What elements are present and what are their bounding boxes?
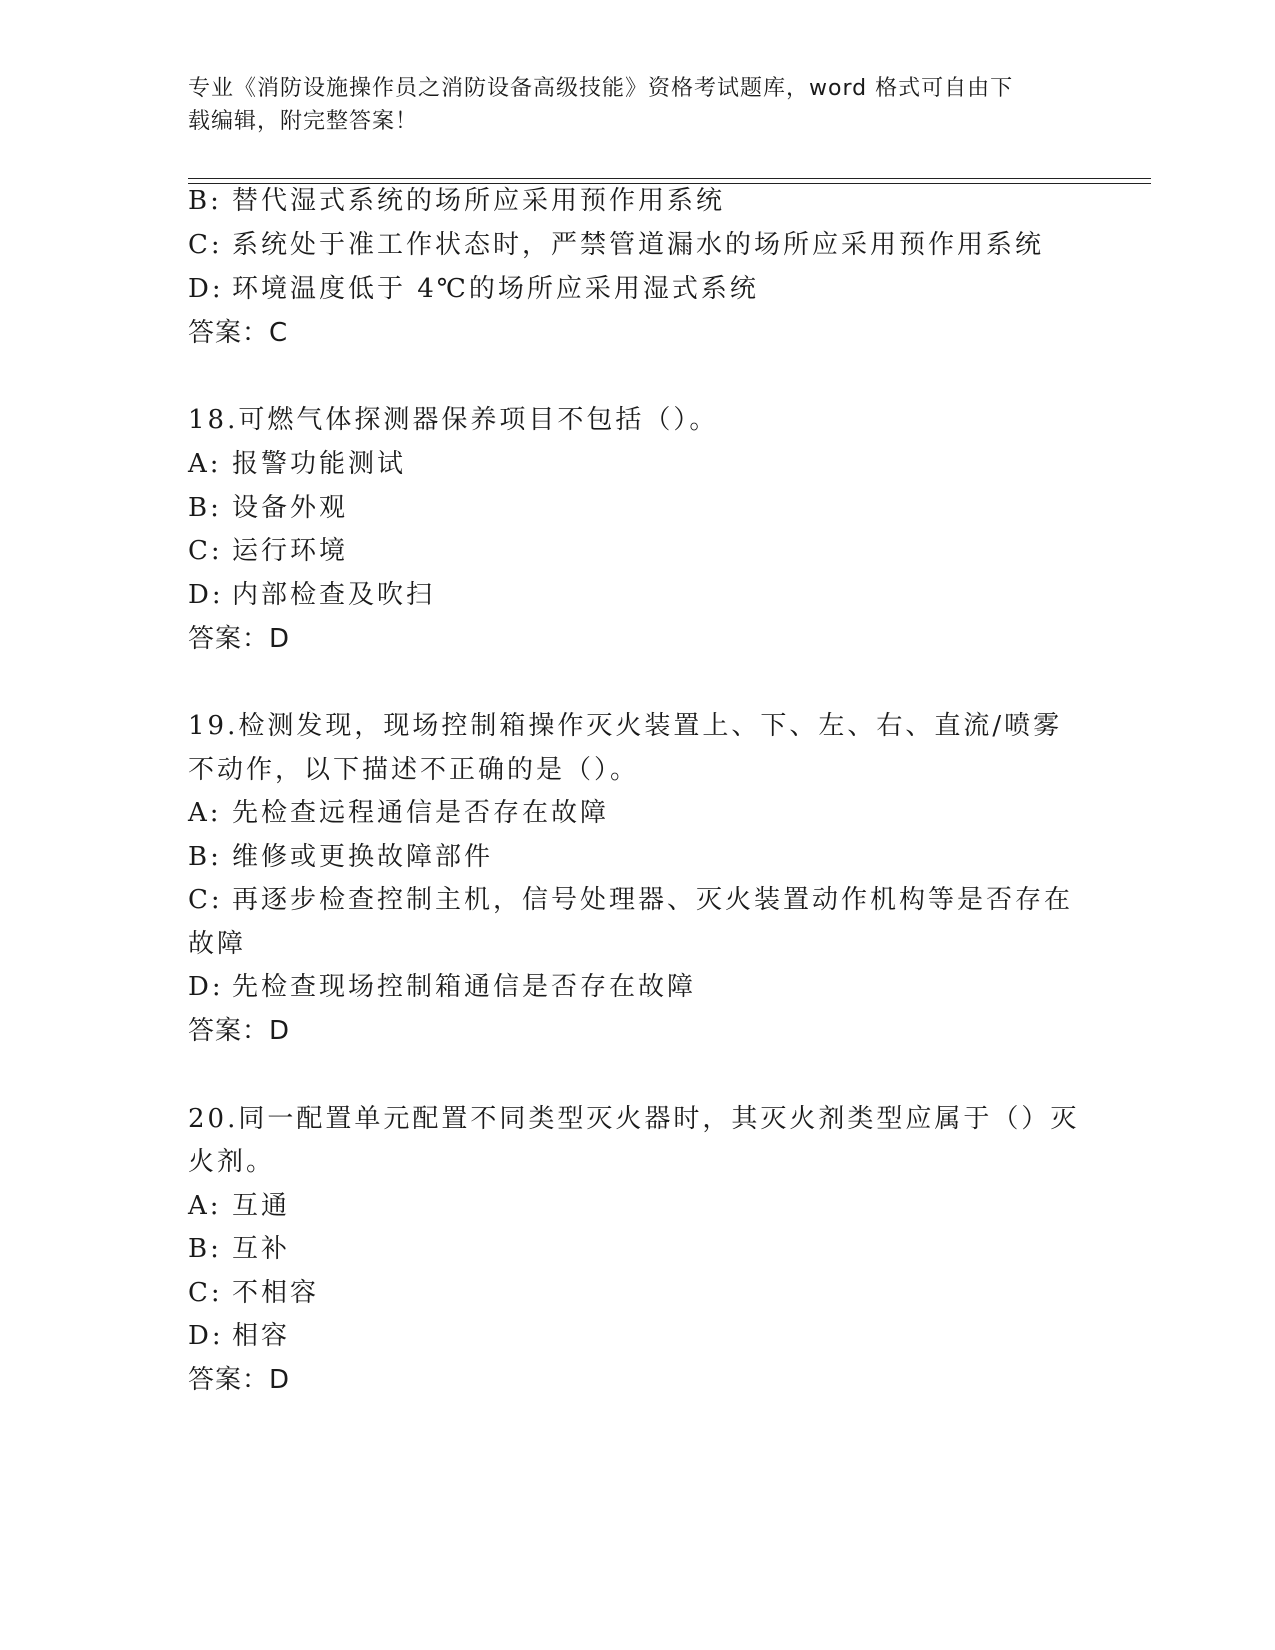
option-text: 不相容 xyxy=(232,1278,320,1308)
option-label: D: xyxy=(188,972,224,1002)
q20-question-line-1: 20.同一配置单元配置不同类型灭火器时，其灭火剂类型应属于（）灭 xyxy=(188,1104,1080,1134)
q18-option-a xyxy=(188,441,1088,487)
q20-question-line-2: 火剂。 xyxy=(188,1147,276,1177)
q19-option-d xyxy=(188,964,1088,1010)
option-text: 环境温度低于 4℃的场所应采用湿式系统 xyxy=(232,274,759,304)
option-text: 先检查现场控制箱通信是否存在故障 xyxy=(232,972,697,1002)
option-label: A: xyxy=(188,449,222,479)
q19-answer: 答案：D xyxy=(188,1016,291,1046)
option-label: C: xyxy=(188,536,223,566)
option-text: 相容 xyxy=(232,1321,291,1351)
option-text: 先检查远程通信是否存在故障 xyxy=(232,798,610,828)
option-label: D: xyxy=(188,1321,224,1351)
q18-answer: 答案：D xyxy=(188,624,291,654)
q17-answer: 答案：C xyxy=(188,318,289,348)
q19-question-line-1: 19.检测发现，现场控制箱操作灭火装置上、下、左、右、直流/喷雾 xyxy=(188,711,1063,741)
option-text: 设备外观 xyxy=(232,493,349,523)
q17-option-b xyxy=(188,178,1088,224)
option-label: C: xyxy=(188,1278,223,1308)
q20-option-c xyxy=(188,1270,1088,1316)
option-label: B: xyxy=(188,842,222,872)
q20-option-b xyxy=(188,1226,1088,1272)
option-text: 维修或更换故障部件 xyxy=(232,842,494,872)
q18-option-d xyxy=(188,572,1088,618)
q20-option-d xyxy=(188,1313,1088,1359)
option-label: D: xyxy=(188,274,224,304)
option-label: C: xyxy=(188,885,223,915)
q20-option-a xyxy=(188,1183,1088,1229)
option-text: 互补 xyxy=(232,1234,291,1264)
header-line-1: 专业《消防设施操作员之消防设备高级技能》资格考试题库，word 格式可自由下 xyxy=(188,76,1014,101)
option-label: A: xyxy=(188,798,222,828)
option-text: 再逐步检查控制主机，信号处理器、灭火装置动作机构等是否存在 xyxy=(232,885,1074,915)
option-text: 替代湿式系统的场所应采用预作用系统 xyxy=(232,186,726,216)
q19-option-b xyxy=(188,834,1088,880)
option-text: 系统处于准工作状态时，严禁管道漏水的场所应采用预作用系统 xyxy=(232,230,1045,260)
header-line-2: 载编辑，附完整答案！ xyxy=(188,109,419,134)
q19-option-c xyxy=(188,877,1088,923)
option-label: D: xyxy=(188,580,224,610)
q20-answer: 答案：D xyxy=(188,1365,291,1395)
q17-option-d xyxy=(188,266,1088,312)
document-header xyxy=(188,72,1068,138)
q19-option-a xyxy=(188,790,1088,836)
q19-option-c-continued: 故障 xyxy=(188,929,247,959)
q18-question: 18.可燃气体探测器保养项目不包括（）。 xyxy=(188,405,719,435)
option-label: B: xyxy=(188,186,222,216)
option-text: 互通 xyxy=(232,1191,291,1221)
option-label: A: xyxy=(188,1191,222,1221)
option-text: 内部检查及吹扫 xyxy=(232,580,436,610)
q19-question-line-2: 不动作，以下描述不正确的是（）。 xyxy=(188,755,640,785)
option-label: B: xyxy=(188,1234,222,1264)
option-label: C: xyxy=(188,230,223,260)
option-text: 报警功能测试 xyxy=(232,449,407,479)
q18-option-c xyxy=(188,528,1088,574)
q18-option-b xyxy=(188,485,1088,531)
option-text: 运行环境 xyxy=(232,536,349,566)
option-label: B: xyxy=(188,493,222,523)
q17-option-c xyxy=(188,222,1088,268)
